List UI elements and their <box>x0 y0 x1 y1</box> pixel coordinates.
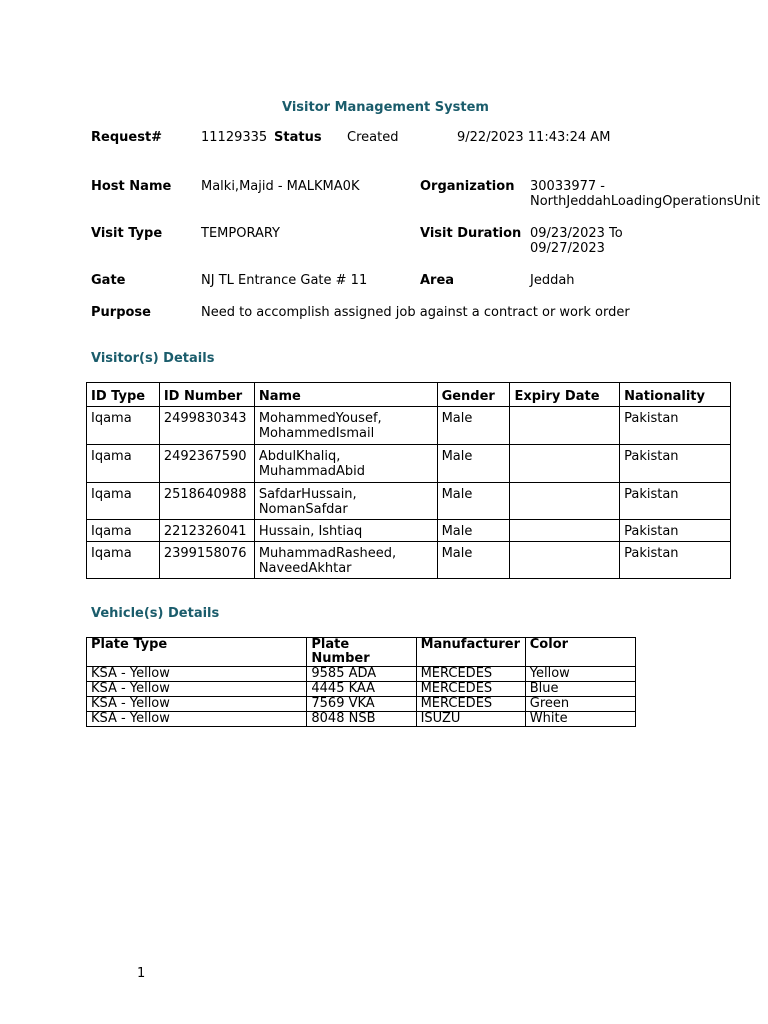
plate-type-cell: KSA - Yellow <box>87 697 307 712</box>
table-header-row <box>87 638 636 667</box>
gender-cell: Male <box>437 542 510 579</box>
expiry-date-cell <box>510 483 620 520</box>
name-line: Hussain, Ishtiaq <box>258 524 363 539</box>
area-value: Jeddah <box>530 273 575 288</box>
table-row <box>87 682 636 697</box>
id-type-cell: Iqama <box>87 407 160 445</box>
table-row <box>87 407 731 445</box>
purpose-value: Need to accomplish assigned job against a contract or work order <box>201 305 630 320</box>
column-header: Expiry Date <box>510 383 620 407</box>
table-row <box>87 697 636 712</box>
table-row <box>87 483 731 520</box>
table-row <box>87 542 731 579</box>
plate-type-cell: KSA - Yellow <box>87 682 307 697</box>
name-cell <box>254 520 437 542</box>
purpose-label: Purpose <box>91 305 151 320</box>
expiry-date-cell <box>510 407 620 445</box>
name-line: MohammedYousef, <box>258 411 382 426</box>
table-row <box>87 712 636 727</box>
column-header: Nationality <box>620 383 731 407</box>
page-number: 1 <box>137 966 146 981</box>
visitors-section-title: Visitor(s) Details <box>91 351 215 366</box>
id-type-cell: Iqama <box>87 445 160 483</box>
nationality-cell: Pakistan <box>620 520 731 542</box>
organization-value-line1: 30033977 - <box>530 179 605 194</box>
plate-type-cell: KSA - Yellow <box>87 712 307 727</box>
column-header: Name <box>254 383 437 407</box>
manufacturer-cell: MERCEDES <box>416 697 525 712</box>
gender-cell: Male <box>437 445 510 483</box>
color-cell: Blue <box>525 682 635 697</box>
plate-number-cell: 7569 VKA <box>307 697 416 712</box>
visit-duration-value-line1: 09/23/2023 To <box>530 226 623 241</box>
gender-cell: Male <box>437 407 510 445</box>
column-header: Plate Number <box>307 638 416 667</box>
nationality-cell: Pakistan <box>620 445 731 483</box>
column-header: Color <box>525 638 635 667</box>
name-cell <box>254 483 437 520</box>
nationality-cell: Pakistan <box>620 542 731 579</box>
visit-duration-value-line2: 09/27/2023 <box>530 241 605 256</box>
organization-label: Organization <box>420 179 515 194</box>
id-type-cell: Iqama <box>87 483 160 520</box>
name-line: MuhammadAbid <box>258 464 366 479</box>
manufacturer-cell: MERCEDES <box>416 667 525 682</box>
color-cell: Green <box>525 697 635 712</box>
plate-type-cell: KSA - Yellow <box>87 667 307 682</box>
nationality-cell: Pakistan <box>620 407 731 445</box>
plate-number-cell: 9585 ADA <box>307 667 416 682</box>
host-name-value: Malki,Majid - MALKMA0K <box>201 179 360 194</box>
visit-duration-label: Visit Duration <box>420 226 522 241</box>
table-row <box>87 520 731 542</box>
name-cell <box>254 542 437 579</box>
id-number-cell: 2492367590 <box>159 445 254 483</box>
gate-label: Gate <box>91 273 126 288</box>
request-label: Request# <box>91 130 163 145</box>
column-header: Plate Type <box>87 638 307 667</box>
page-title: Visitor Management System <box>282 100 489 115</box>
vehicles-table <box>86 637 636 727</box>
expiry-date-cell <box>510 520 620 542</box>
color-cell: Yellow <box>525 667 635 682</box>
expiry-date-cell <box>510 542 620 579</box>
column-header: Manufacturer <box>416 638 525 667</box>
visitors-table <box>86 382 731 579</box>
area-label: Area <box>420 273 455 288</box>
table-header-row <box>87 383 731 407</box>
id-number-cell: 2518640988 <box>159 483 254 520</box>
column-header: ID Type <box>87 383 160 407</box>
plate-number-cell: 8048 NSB <box>307 712 416 727</box>
column-header: Gender <box>437 383 510 407</box>
visit-type-value: TEMPORARY <box>201 226 280 241</box>
expiry-date-cell <box>510 445 620 483</box>
status-value: Created <box>347 130 399 145</box>
manufacturer-cell: ISUZU <box>416 712 525 727</box>
name-line: MuhammadRasheed, <box>258 546 397 561</box>
organization-value-line2: NorthJeddahLoadingOperationsUnit <box>530 194 761 209</box>
name-line: NomanSafdar <box>258 502 348 517</box>
host-name-label: Host Name <box>91 179 172 194</box>
visit-type-label: Visit Type <box>91 226 163 241</box>
name-cell <box>254 407 437 445</box>
request-timestamp: 9/22/2023 11:43:24 AM <box>457 130 611 145</box>
request-number: 11129335 <box>201 130 268 145</box>
manufacturer-cell: MERCEDES <box>416 682 525 697</box>
status-label: Status <box>274 130 322 145</box>
column-header: ID Number <box>159 383 254 407</box>
gate-value: NJ TL Entrance Gate # 11 <box>201 273 368 288</box>
name-line: MohammedIsmail <box>258 426 375 441</box>
table-row <box>87 445 731 483</box>
name-cell <box>254 445 437 483</box>
id-number-cell: 2399158076 <box>159 542 254 579</box>
table-row <box>87 667 636 682</box>
id-number-cell: 2499830343 <box>159 407 254 445</box>
name-line: NaveedAkhtar <box>258 561 352 576</box>
gender-cell: Male <box>437 483 510 520</box>
plate-number-cell: 4445 KAA <box>307 682 416 697</box>
gender-cell: Male <box>437 520 510 542</box>
vehicles-section-title: Vehicle(s) Details <box>91 606 220 621</box>
name-line: SafdarHussain, <box>258 487 357 502</box>
color-cell: White <box>525 712 635 727</box>
name-line: AbdulKhaliq, <box>258 449 341 464</box>
id-number-cell: 2212326041 <box>159 520 254 542</box>
id-type-cell: Iqama <box>87 520 160 542</box>
nationality-cell: Pakistan <box>620 483 731 520</box>
id-type-cell: Iqama <box>87 542 160 579</box>
